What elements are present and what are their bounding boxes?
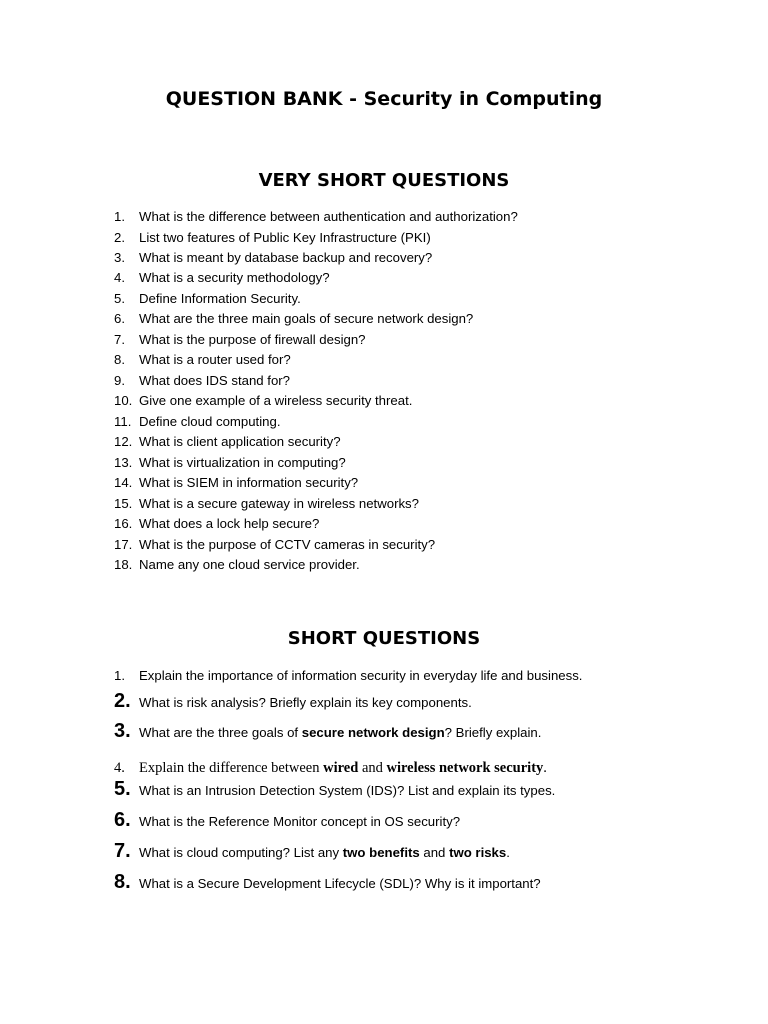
list-item: 3. What is meant by database backup and recovery? — [114, 250, 433, 265]
list-item: 12. What is client application security? — [114, 434, 341, 449]
list-item: 2. What is risk analysis? Briefly explain its key components. — [114, 690, 472, 712]
list-item: 16. What does a lock help secure? — [114, 516, 320, 531]
list-item: 6. What is the Reference Monitor concept in OS security? — [114, 809, 461, 831]
list-item: 1. What is the difference between authentication and authorization? — [114, 209, 518, 224]
list-item: 4. Explain the difference between wired and wireless network security. — [114, 760, 547, 776]
list-item: 2. List two features of Public Key Infrastructure (PKI) — [114, 230, 431, 245]
list-item: 6. What are the three main goals of secure network design? — [114, 311, 474, 326]
page-title: QUESTION BANK - Security in Computing — [165, 88, 603, 110]
list-item: 5. What is an Intrusion Detection System (IDS)? List and explain its types. — [114, 778, 556, 800]
list-item: 17. What is the purpose of CCTV cameras in security? — [114, 537, 436, 552]
list-item: 7. What is cloud computing? List any two benefits and two risks. — [114, 840, 510, 862]
list-item: 5. Define Information Security. — [114, 291, 301, 306]
list-item: 8. What is a Secure Development Lifecycle (SDL)? Why is it important? — [114, 871, 541, 893]
list-item: 7. What is the purpose of firewall design? — [114, 332, 366, 347]
list-item: 1. Explain the importance of information security in everyday life and business. — [114, 668, 583, 683]
list-item: 10. Give one example of a wireless security threat. — [114, 393, 413, 408]
list-item: 11. Define cloud computing. — [114, 414, 281, 429]
list-item: 9. What does IDS stand for? — [114, 373, 290, 388]
list-item: 8. What is a router used for? — [114, 352, 291, 367]
list-item: 13. What is virtualization in computing? — [114, 455, 346, 470]
short-heading: SHORT QUESTIONS — [287, 628, 481, 649]
list-item: 4. What is a security methodology? — [114, 270, 330, 285]
list-item: 3. What are the three goals of secure network design? Briefly explain. — [114, 720, 542, 742]
very-short-heading: VERY SHORT QUESTIONS — [258, 170, 510, 191]
list-item: 15. What is a secure gateway in wireless networks? — [114, 496, 419, 511]
list-item: 14. What is SIEM in information security? — [114, 475, 359, 490]
list-item: 18. Name any one cloud service provider. — [114, 557, 360, 572]
